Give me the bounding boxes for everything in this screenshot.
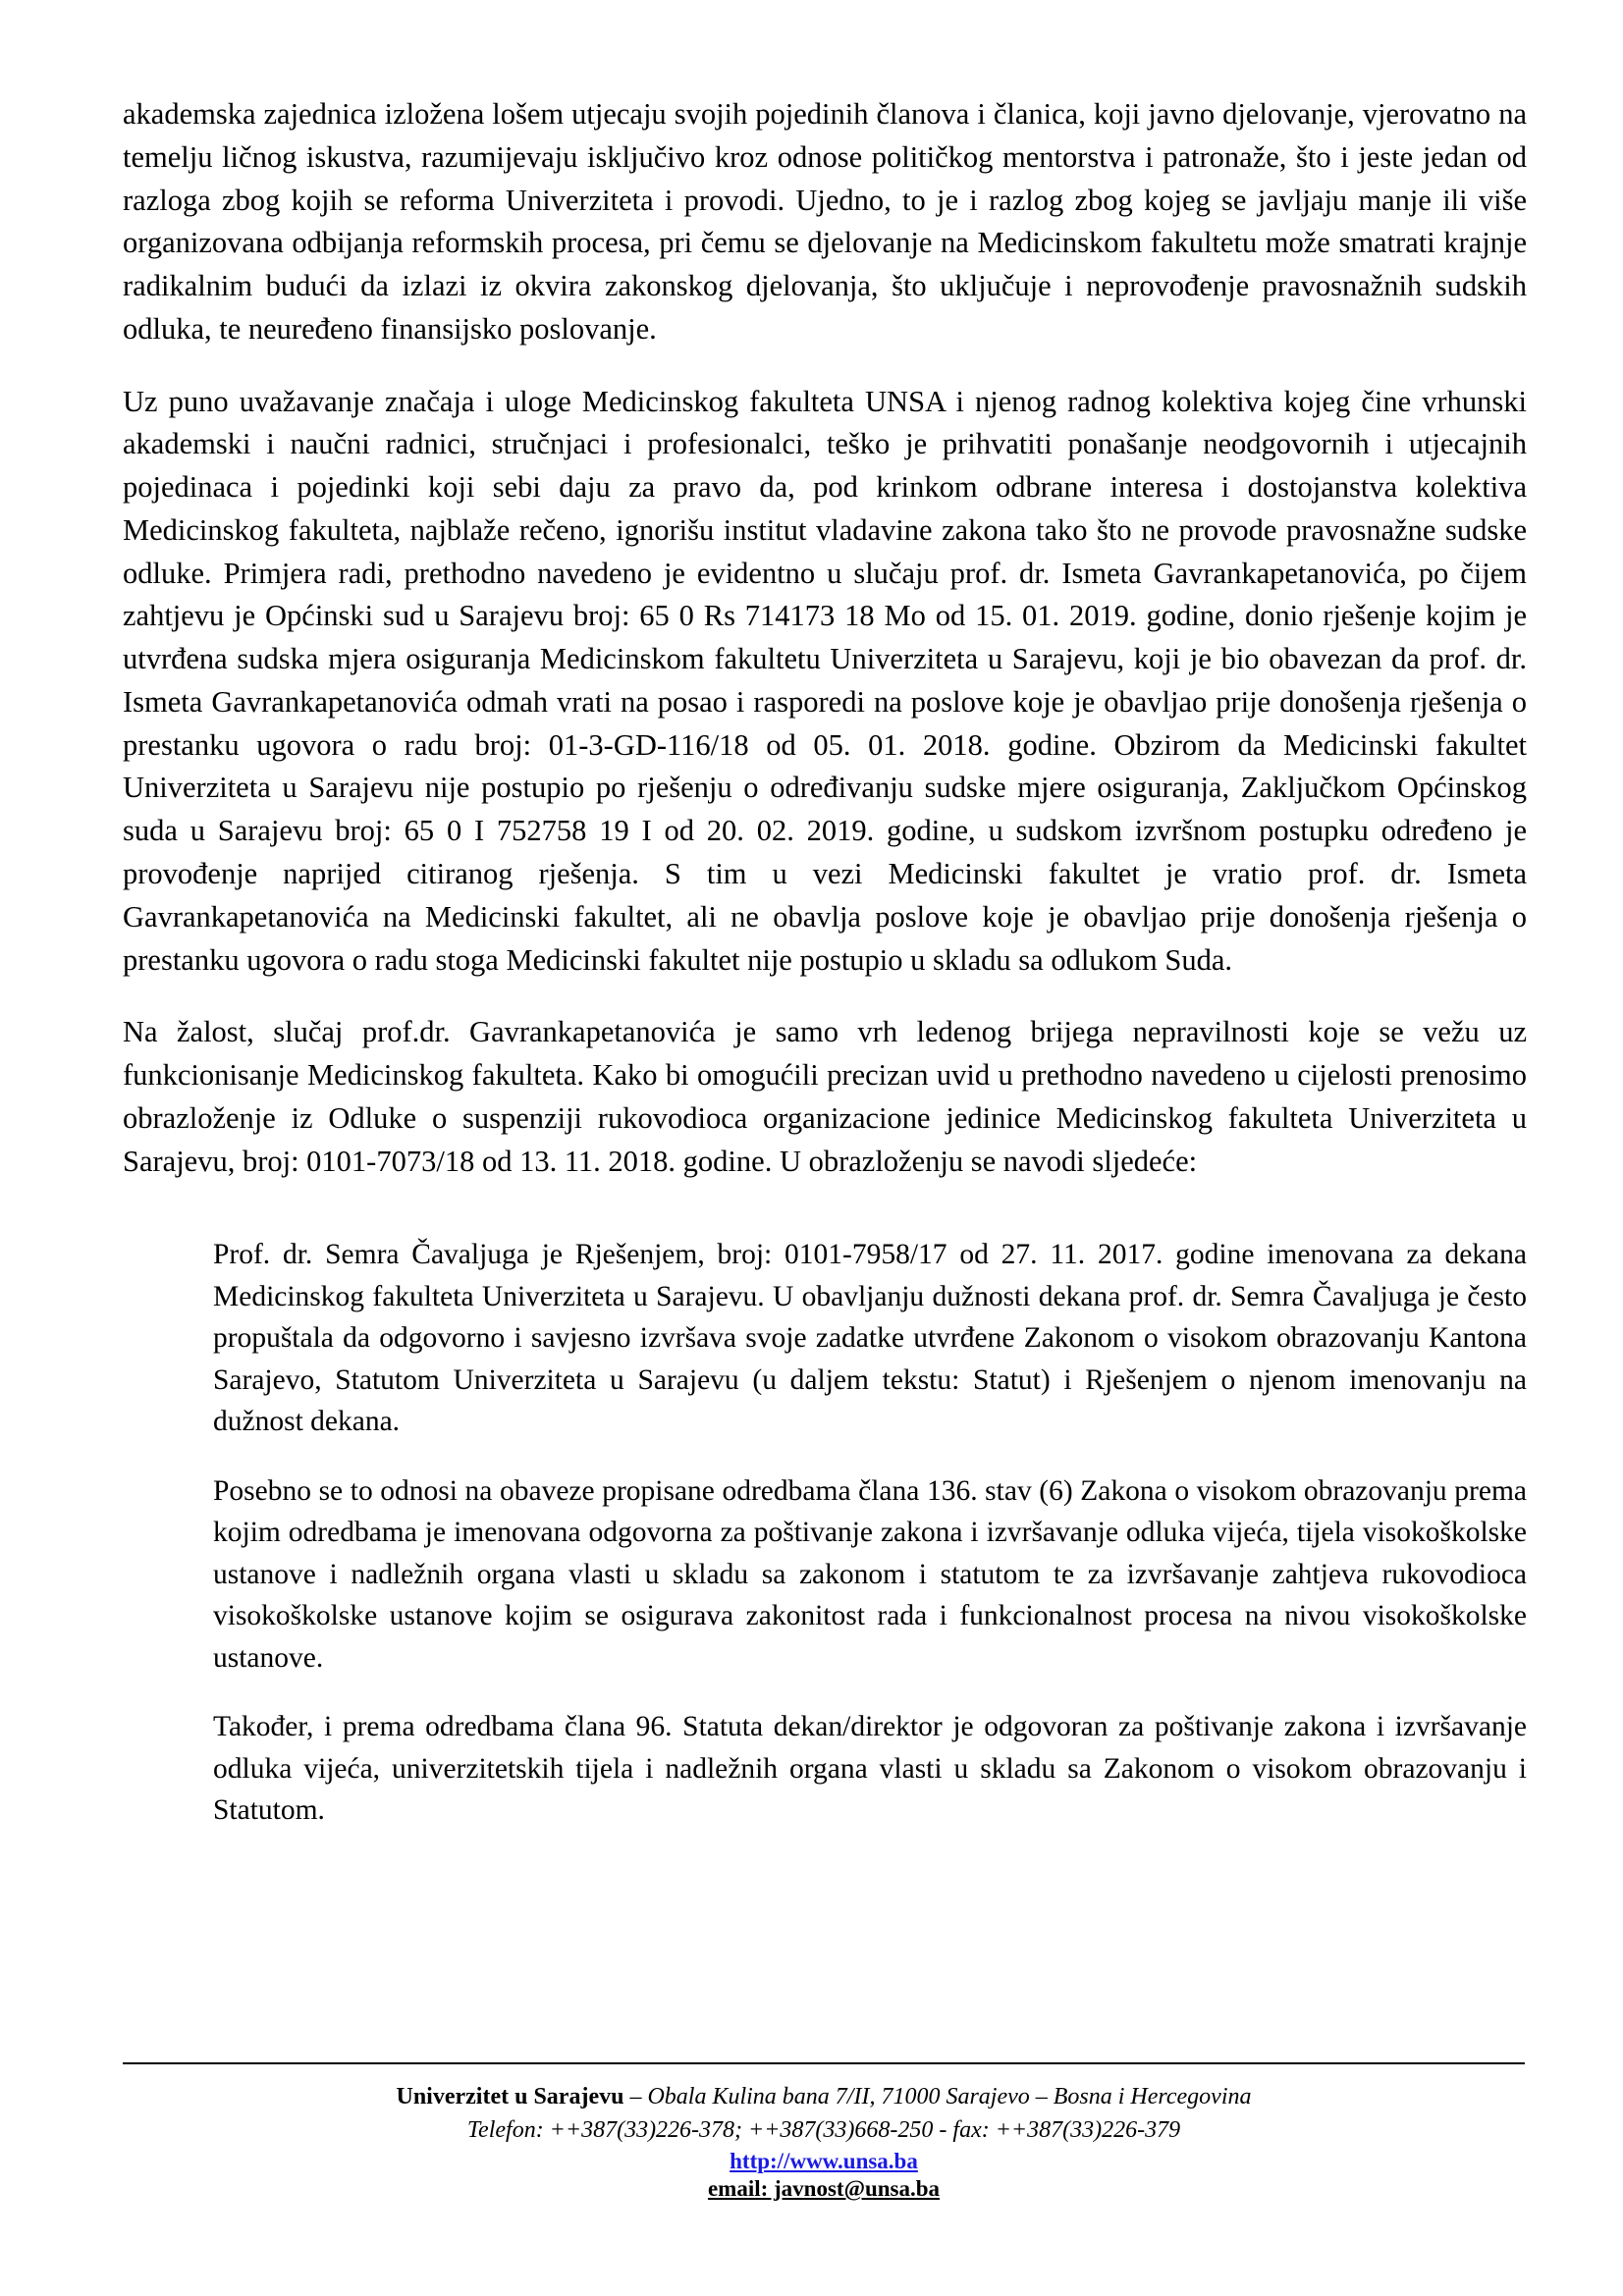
- footer-address-line: [123, 2082, 1525, 2113]
- footer-website-row: [123, 2149, 1525, 2174]
- quoted-paragraph-2: Posebno se to odnosi na obaveze propisane odredbama člana 136. stav (6) Zakona o visokom obrazovanju prema kojim odredbama je imenovana odgovorna za poštivanje zakona i izvršavanje odluka vijeća, tijela visokoškolske ustanove i nadležnih organa vlasti u skladu sa zakonom i statutom te za izvršavanje zahtjeva rukovodioca visokoškolske ustanove kojim se osigurava zakonitost rada i funkcionalnost procesa na nivou visokoškolske ustanove.: [213, 1474, 1527, 1674]
- page-footer: [123, 2062, 1525, 2202]
- quote-spacer: [123, 1212, 1527, 1234]
- footer-email-row: [123, 2176, 1525, 2202]
- paragraph-1: akademska zajednica izložena lošem utjecaju svojih pojedinih članova i članica, koji javno djelovanje, vjerovatno na temelju ličnog iskustva, razumijevaju isključivo kroz odnose političkog mentorstva i patronaže, što i jeste jedan od razloga zbog kojih se reforma Univerziteta i provodi. Ujedno, to je i razlog zbog kojeg se javljaju manje ili više organizovana odbijanja reformskih procesa, pri čemu se djelovanje na Medicinskom fakultetu može smatrati krajnje radikalnim budući da izlazi iz okvira zakonskog djelovanja, što uključuje i neprovođenje pravosnažnih sudskih odluka, te neuređeno finansijsko poslovanje.: [123, 97, 1527, 346]
- footer-divider: [123, 2062, 1525, 2064]
- footer-organization: Univerzitet u Sarajevu: [396, 2084, 624, 2110]
- paragraph-3: Na žalost, slučaj prof.dr. Gavrankapetanovića je samo vrh ledenog brijega nepravilnosti koje se vežu uz funkcionisanje Medicinskog fakulteta. Kako bi omogućili precizan uvid u prethodno navedeno u cijelosti prenosimo obrazloženje iz Odluke o suspenziji rukovodioca organizacione jedinice Medicinskog fakulteta Univerziteta u Sarajevu, broj: 0101-7073/18 od 13. 11. 2018. godine. U obrazloženju se navodi sljedeće:: [123, 1015, 1527, 1178]
- quoted-paragraph-1: Prof. dr. Semra Čavaljuga je Rješenjem, broj: 0101-7958/17 od 27. 11. 2017. godine imenovana za dekana Medicinskog fakulteta Univerziteta u Sarajevu. U obavljanju dužnosti dekana prof. dr. Semra Čavaljuga je često propuštala da odgovorno i savjesno izvršava svoje zadatke utvrđene Zakonom o visokom obrazovanju Kantona Sarajevo, Statutom Univerziteta u Sarajevu (u daljem tekstu: Statut) i Rješenjem o njenom imenovanju na dužnost dekana.: [213, 1239, 1527, 1438]
- footer-email-link[interactable]: email: javnost@unsa.ba: [707, 2176, 941, 2201]
- quoted-paragraph-3: Također, i prema odredbama člana 96. Statuta dekan/direktor je odgovoran za poštivanje zakona i izvršavanje odluka vijeća, univerzitetskih tijela i nadležnih organa vlasti u skladu sa Zakonom o visokom obrazovanju i Statutom.: [213, 1711, 1527, 1826]
- footer-address: – Obala Kulina bana 7/II, 71000 Sarajevo – Bosna i Hercegovina: [623, 2084, 1252, 2110]
- paragraph-2: Uz puno uvažavanje značaja i uloge Medicinskog fakulteta UNSA i njenog radnog kolektiva kojeg čine vrhunski akademski i naučni radnici, stručnjaci i profesionalci, teško je prihvatiti ponašanje neodgovornih i utjecajnih pojedinaca i pojedinki koji sebi daju za pravo da, pod krinkom odbrane interesa i dostojanstva kolektiva Medicinskog fakulteta, najblaže rečeno, ignorišu institut vladavine zakona tako što ne provode pravosnažne sudske odluke. Primjera radi, prethodno navedeno je evidentno u slučaju prof. dr. Ismeta Gavrankapetanovića, po čijem zahtjevu je Općinski sud u Sarajevu broj: 65 0 Rs 714173 18 Mo od 15. 01. 2019. godine, donio rješenje kojim je utvrđena sudska mjera osiguranja Medicinskom fakultetu Univerziteta u Sarajevu, koji je bio obavezan da prof. dr. Ismeta Gavrankapetanovića odmah vrati na posao i rasporedi na poslove koje je obavljao prije donošenja rješenja o prestanku ugovora o radu broj: 01-3-GD-116/18 od 05. 01. 2018. godine. Obzirom da Medicinski fakultet Univerziteta u Sarajevu nije postupio po rješenju o određivanju sudske mjere osiguranja, Zaključkom Općinskog suda u Sarajevu broj: 65 0 I 752758 19 I od 20. 02. 2019. godine, u sudskom izvršnom postupku određeno je provođenje naprijed citiranog rješenja. S tim u vezi Medicinski fakultet je vratio prof. dr. Ismeta Gavrankapetanovića na Medicinski fakultet, ali ne obavlja poslove koje je obavljao prije donošenja rješenja o prestanku ugovora o radu stoga Medicinski fakultet nije postupio u skladu sa odlukom Suda.: [123, 384, 1527, 977]
- footer-website-link[interactable]: http://www.unsa.ba: [730, 2149, 918, 2173]
- document-body: [123, 93, 1527, 1831]
- footer-phone-line: Telefon: ++387(33)226-378; ++387(33)668-250 - fax: ++387(33)226-379: [466, 2117, 1181, 2144]
- quoted-excerpt-block: [213, 1234, 1527, 1831]
